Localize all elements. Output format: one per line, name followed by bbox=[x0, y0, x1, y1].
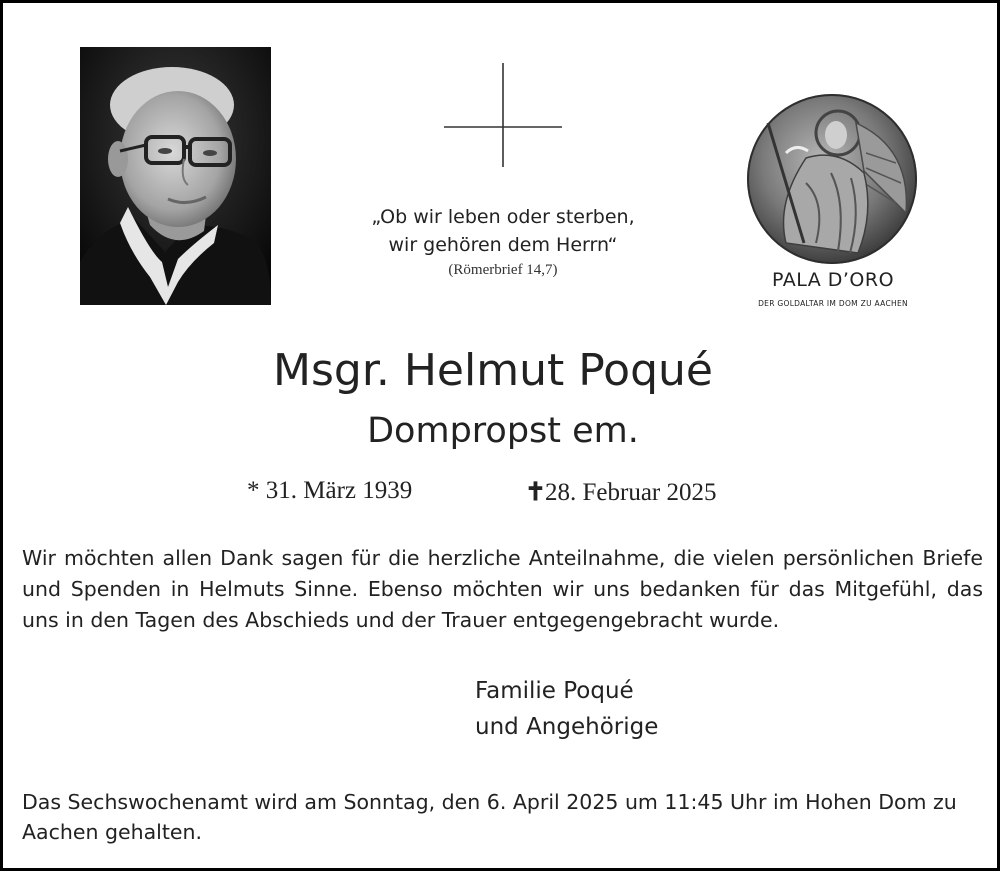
logo-title: PALA D’ORO bbox=[771, 269, 895, 291]
signature-line-1: Familie Poqué bbox=[475, 678, 634, 704]
pala-doro-medallion-logo bbox=[746, 93, 918, 265]
signature bbox=[475, 673, 658, 745]
death-date-line bbox=[525, 477, 717, 507]
logo-subtitle: DER GOLDALTAR IM DOM ZU AACHEN bbox=[758, 299, 908, 308]
service-announcement: Das Sechswochenamt wird am Sonntag, den 6. April 2025 um 11:45 Uhr im Hohen Dom zu Aachen gehalten. bbox=[22, 790, 957, 844]
small-cross-icon: ✝ bbox=[525, 479, 546, 506]
quote-line-1: „Ob wir leben oder sterben, bbox=[371, 206, 635, 228]
birth-date: * 31. März 1939 bbox=[247, 477, 413, 504]
bible-quote bbox=[303, 203, 703, 259]
thanks-paragraph: Wir möchten allen Dank sagen für die herzliche Anteilnahme, die vielen persönlichen Briefe und Spenden in Helmuts Sinne. Ebenso möchten wir uns bedanken für das Mitgefühl, das uns in den Tagen des Abschieds und der Trauer entgegengebracht wurde. bbox=[22, 546, 983, 632]
quote-reference: (Römerbrief 14,7) bbox=[448, 262, 558, 278]
cross-icon bbox=[444, 63, 562, 167]
signature-line-2: und Angehörige bbox=[475, 714, 659, 740]
deceased-name: Msgr. Helmut Poqué bbox=[273, 345, 713, 396]
deceased-title: Dompropst em. bbox=[367, 411, 639, 451]
death-date: 28. Februar 2025 bbox=[545, 479, 717, 506]
quote-line-2: wir gehören dem Herrn“ bbox=[388, 234, 618, 256]
portrait-photo bbox=[80, 47, 271, 305]
